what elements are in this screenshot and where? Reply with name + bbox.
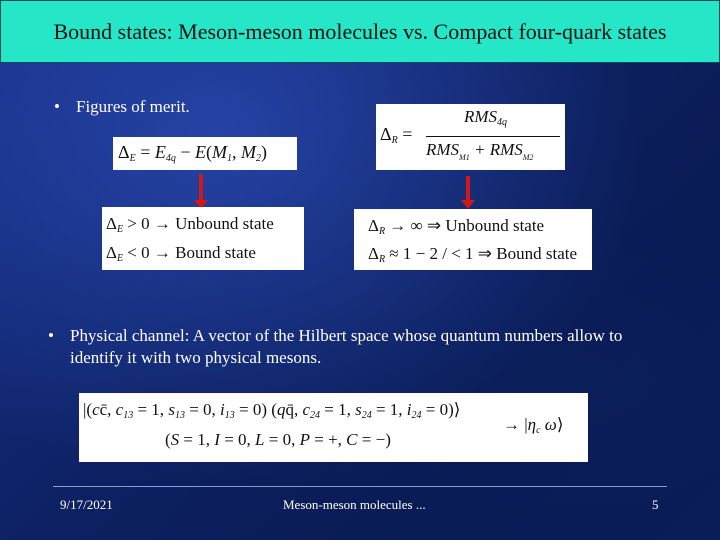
bullet-text: Physical channel: A vector of the Hilbert space whose quantum numbers allow to identify it with two physical mesons.: [70, 326, 623, 367]
footer-title: Meson-meson molecules ...: [283, 497, 426, 512]
delta-e-definition-equation: $\Delta_E = E_{4q} - E(M_1$, $M_2$): [113, 137, 297, 170]
unbound-label: Unbound state: [175, 214, 274, 233]
arrow-down-right: [466, 176, 470, 202]
delta-r-definition-equation: $\Delta_R$ = $RMS_{4q}$ $RMS_{M1} + RMS_{M2}$: [376, 104, 565, 170]
delta-e-cases-equation: $\Delta_E > 0$ → Unbound state $\Delta_E < 0$ → Bound state: [102, 207, 304, 270]
bullet-text: Figures of merit.: [76, 97, 190, 116]
bullet-figures-of-merit: [54, 96, 354, 118]
footer-divider: [53, 486, 667, 487]
bound-label: Bound state: [175, 243, 256, 262]
bullet-dot: •: [48, 326, 54, 345]
bullet-physical-channel: [48, 325, 688, 371]
bullet-dot: •: [54, 97, 60, 116]
delta-r-cases-equation: $\Delta_R$ → ∞ ⇒ Unbound state $\Delta_R \approx 1 - 2$ / < 1 ⇒ Bound state: [354, 209, 592, 270]
footer-date: 9/17/2021: [60, 497, 113, 512]
slide-title: Bound states: Meson-meson molecules vs. Compact four-quark states: [53, 18, 667, 44]
arrow-down-left: [199, 174, 203, 202]
slide-title-bar: [0, 0, 720, 63]
physical-channel-equation: |(cc̄, $c_{13} = 1$, $s_{13} = 0$, $i_{13} = 0$) (qq̄, $c_{24} = 1$, $s_{24} = 1$, $i_{24}$ = 0)⟩ (S = 1, I = 0, L = 0, P = +, C = −) → $|\eta_c$ ω⟩: [79, 393, 588, 462]
unbound-label: Unbound state: [445, 216, 545, 235]
bound-label: Bound state: [496, 244, 578, 263]
footer-page-number: 5: [652, 497, 659, 512]
